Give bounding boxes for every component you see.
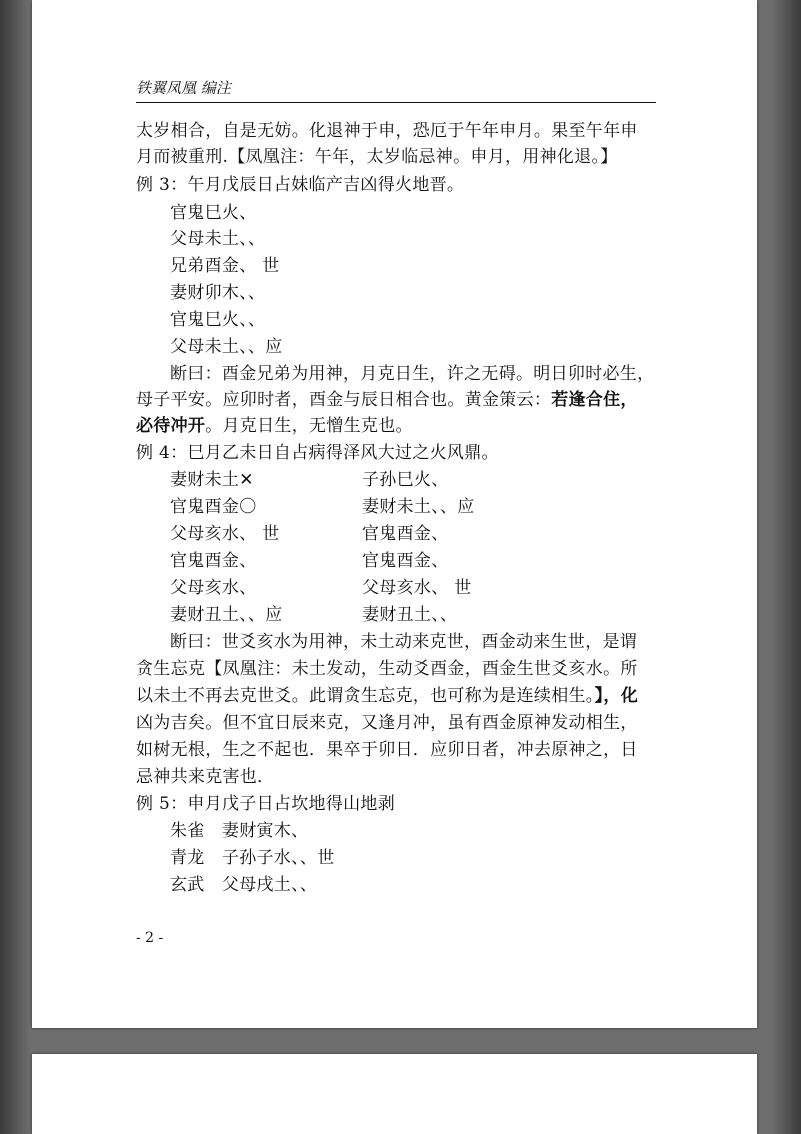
text-line: 贪生忘克【凤凰注：未土发动，生动爻酉金，酉金生世爻亥水。所 [136, 659, 638, 679]
page-number: - 2 - [136, 930, 164, 946]
text-line: 月而被重刑.【凤凰注：午年，太岁临忌神。申月，用神化退。】 [136, 147, 618, 167]
page-header [136, 78, 656, 103]
example-heading: 例 5：申月戊子日占坎地得山地剥 [136, 794, 396, 814]
text-segment: 母子平安。应卯时者，酉金与辰日相合也。黄金策云： [136, 390, 552, 410]
quote-bold: 若逢合住， [551, 390, 638, 410]
text-line [136, 683, 638, 709]
text-line: 如树无根，生之不起也．果卒于卯日．应卯日者，冲去原神之，日 [136, 740, 638, 760]
hexagram-line: 兄弟酉金、 世 [170, 256, 280, 276]
changed-hexagram-line: 妻财未土、、应 [362, 497, 475, 517]
hexagram-line: 妻财未土✕ [170, 470, 254, 490]
changed-hexagram-line: 官鬼酉金、 [362, 551, 449, 571]
hexagram-line: 官鬼巳火、 [170, 203, 257, 223]
text-line: 凶为吉矣。但不宜日辰来克，又逢月冲，虽有酉金原神发动相生， [136, 713, 638, 733]
changed-hexagram-line: 父母亥水、 世 [362, 578, 472, 598]
text-line: 断曰：世爻亥水为用神，未土动来克世，酉金动来生世，是谓 [170, 632, 638, 652]
text-line [136, 413, 413, 439]
hexagram-line: 父母亥水、 世 [170, 524, 280, 544]
hexagram-line: 官鬼巳火、、 [170, 310, 266, 330]
hexagram-line: 父母未土、、应 [170, 337, 283, 357]
text-line: 太岁相合，自是无妨。化退神于申，恐厄于午年申月。果至午年申 [136, 121, 638, 141]
hexagram-line: 朱雀 妻财寅木、 [170, 821, 309, 841]
hexagram-line: 父母亥水、 [170, 578, 257, 598]
header-title: 铁翼凤凰 编注 [136, 79, 231, 97]
text-line: 忌神共来克害也． [136, 767, 275, 787]
hexagram-line: 妻财卯木、、 [170, 283, 266, 303]
example-heading: 例 4：巳月乙未日自占病得泽风大过之火风鼎。 [136, 443, 499, 463]
text-line [136, 387, 638, 413]
changed-hexagram-line: 子孙巳火、 [362, 470, 449, 490]
hexagram-line: 官鬼酉金、 [170, 551, 257, 571]
changed-hexagram-line: 妻财丑土、、 [362, 605, 458, 625]
hexagram-line: 青龙 子孙子水、、世 [170, 848, 335, 868]
hexagram-line: 官鬼酉金〇 [170, 497, 257, 517]
text-segment: 。月克日生，无憎生克也。 [205, 416, 413, 436]
next-document-page [32, 1054, 757, 1134]
quote-bold: 必待冲开 [136, 416, 206, 436]
hexagram-line: 父母未土、、 [170, 229, 266, 249]
hexagram-line: 妻财丑土、、应 [170, 605, 283, 625]
hexagram-line: 玄武 父母戌土、、 [170, 875, 318, 895]
document-page [32, 0, 757, 1028]
text-segment: 以未土不再去克世爻。此谓贪生忘克，也可称为是连续相生。 [136, 686, 595, 706]
changed-hexagram-line: 官鬼酉金、 [362, 524, 449, 544]
bracket-bold: 】，化 [594, 686, 639, 706]
text-line: 断曰：酉金兄弟为用神，月克日生，许之无碍。明日卯时必生， [170, 364, 655, 384]
example-heading: 例 3：午月戊辰日占妹临产吉凶得火地晋。 [136, 175, 465, 195]
